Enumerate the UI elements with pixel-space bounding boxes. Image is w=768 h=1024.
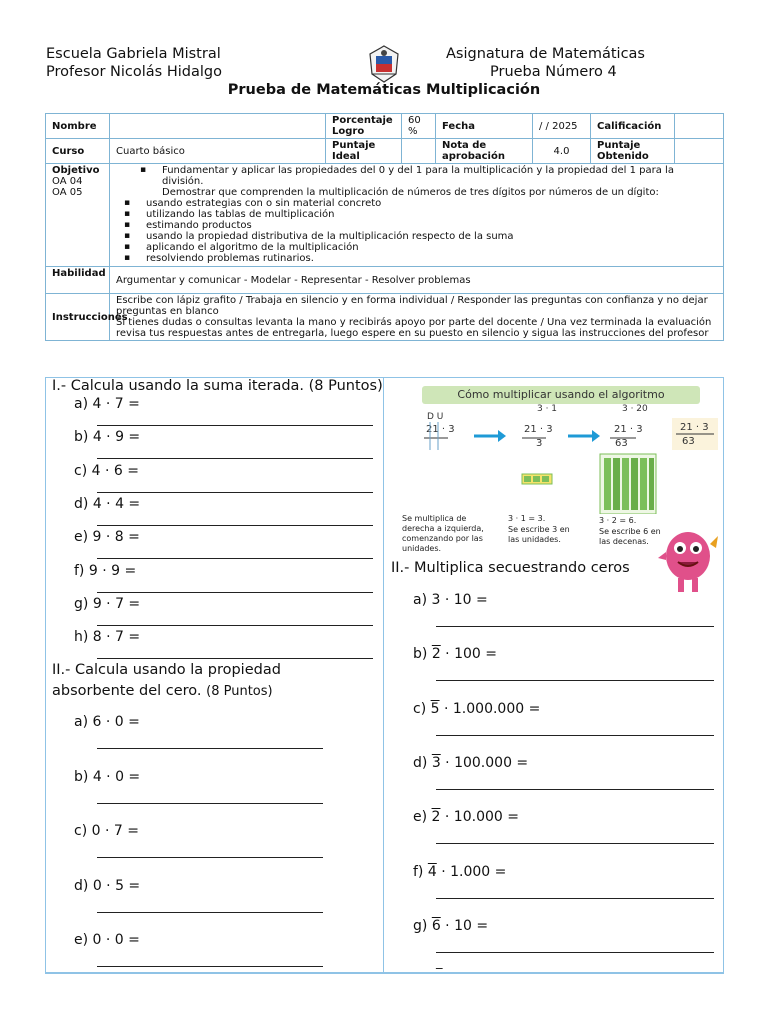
item-expression: 0 · 7 = — [91, 823, 139, 839]
arrow-icon — [568, 430, 600, 442]
answer-line[interactable] — [436, 789, 714, 790]
exercise-item — [413, 755, 528, 771]
item-letter: f) — [74, 562, 85, 579]
item-expression: · 100 = — [440, 646, 497, 663]
item-number: 2 — [431, 646, 441, 663]
habilidad-value: Argumentar y comunicar - Modelar - Representar - Resolver problemas — [110, 267, 724, 294]
answer-line[interactable] — [436, 898, 714, 899]
algorithm-figure — [392, 404, 722, 514]
item-number: 3 — [431, 754, 441, 771]
item-number: 2 — [431, 809, 441, 826]
answer-line[interactable] — [97, 748, 323, 749]
item-letter: b) — [74, 768, 89, 785]
item-expression: 4 · 9 = — [92, 429, 141, 446]
item-expression: · 10.000 = — [440, 809, 519, 826]
exercise-item — [74, 463, 139, 479]
objective-bullet: ▪ usando la propiedad distributiva de la multiplicación respecto de la suma — [146, 231, 717, 242]
item-letter: a) — [413, 592, 428, 608]
item-expression: 6 · 0 = — [92, 714, 140, 730]
item-letter: d) — [413, 754, 428, 771]
answer-line[interactable] — [97, 458, 373, 459]
exercise-item — [74, 878, 140, 894]
section3-title: II.- Multiplica secuestrando ceros — [391, 560, 630, 576]
objective-text: ▪ Fundamentar y aplicar las propiedades del 0 y del 1 para la multiplicación y la propiedad del 1 para la división. — [162, 165, 717, 187]
section2-title-text: absorbente del cero. — [52, 683, 202, 699]
item-letter: b) — [413, 646, 428, 663]
exercise-item — [413, 701, 540, 717]
exercise-item — [74, 563, 136, 579]
school-name: Escuela Gabriela Mistral — [46, 46, 221, 62]
curso-label: Curso — [46, 139, 110, 164]
objective-bullet: ▪ resolviendo problemas rutinarios. — [146, 253, 717, 264]
answer-line[interactable] — [97, 966, 323, 967]
section2-points: (8 Puntos) — [206, 684, 273, 699]
subject-name: Asignatura de Matemáticas — [446, 46, 645, 62]
stray-mark: _ — [436, 955, 443, 970]
habilidad-label: Habilidad — [46, 267, 110, 294]
item-number: 6 — [431, 917, 441, 934]
instruction-text: Escribe con lápiz grafito / Trabaja en silencio y en forma individual / Responder las preguntas con confianza y no dejar preguntas en blanco — [116, 295, 708, 317]
objective-bullet: ▪ utilizando las tablas de multiplicación — [146, 209, 717, 220]
oa-code: OA 04 — [52, 176, 83, 187]
exercise-item — [74, 529, 140, 545]
figure-final-expr: 21 · 3 — [680, 422, 709, 433]
exercise-item — [74, 823, 139, 839]
exercise-item — [74, 596, 140, 612]
item-expression: · 10 = — [440, 917, 489, 934]
item-letter: c) — [74, 462, 88, 479]
item-letter: c) — [74, 823, 88, 839]
item-expression: · 10 = — [440, 592, 488, 608]
exercise-item — [74, 932, 140, 948]
monster-mascot-icon — [656, 522, 720, 594]
objetivo-label: Objetivo — [52, 165, 100, 176]
answer-line[interactable] — [97, 425, 373, 426]
puntaje-obtenido-label: Puntaje Obtenido — [591, 139, 675, 164]
oa-code: OA 05 — [52, 187, 83, 198]
section2-title-line2 — [52, 682, 273, 701]
answer-line[interactable] — [97, 912, 323, 913]
exercise-item — [413, 592, 488, 608]
porcentaje-value: 60 % — [402, 114, 436, 139]
item-letter: c) — [413, 700, 427, 717]
answer-line[interactable] — [97, 625, 373, 626]
nombre-label: Nombre — [46, 114, 110, 139]
puntaje-ideal-label: Puntaje Ideal — [326, 139, 402, 164]
section1-title: I.- Calcula usando la suma iterada. (8 Puntos) — [52, 378, 383, 394]
exercise-item — [413, 646, 497, 662]
test-number: Prueba Número 4 — [490, 64, 617, 80]
exercise-item — [74, 396, 140, 412]
answer-line[interactable] — [436, 735, 714, 736]
item-letter: d) — [74, 495, 89, 512]
item-letter: e) — [74, 529, 89, 546]
answer-line[interactable] — [436, 680, 714, 681]
unit-blocks-icon — [522, 474, 552, 484]
nota-label: Nota de aprobación — [436, 139, 533, 164]
item-letter: d) — [74, 877, 89, 894]
item-letter: a) — [74, 714, 89, 730]
figure-res2: 3 — [536, 438, 543, 449]
ten-rods-icon — [600, 454, 656, 514]
item-number: 4 — [427, 863, 437, 880]
answer-line[interactable] — [436, 626, 714, 627]
item-expression: 0 · 5 = — [92, 877, 141, 894]
objective-bullet: ▪ estimando productos — [146, 220, 717, 231]
column-divider — [383, 377, 384, 973]
calificacion-field[interactable] — [675, 114, 724, 139]
objective-bullet: ▪ aplicando el algoritmo de la multiplicación — [146, 242, 717, 253]
answer-line[interactable] — [97, 658, 373, 659]
figure-caption-3a: 3 · 2 = 6. — [599, 516, 637, 525]
section2-title: II.- Calcula usando la propiedad — [52, 662, 281, 678]
calificacion-label: Calificación — [591, 114, 675, 139]
exercise-item — [74, 629, 140, 645]
objective-text: Demostrar que comprenden la multiplicación de números de tres dígitos por números de un dígito: — [162, 187, 659, 198]
exercise-item — [74, 429, 140, 445]
item-expression: 4 · 4 = — [92, 495, 141, 512]
item-number: 3 — [431, 592, 441, 608]
figure-caption-3b: Se escribe 6 en las decenas. — [599, 527, 661, 546]
item-letter: a) — [74, 396, 89, 412]
item-expression: 0 · 0 = — [92, 932, 140, 948]
item-letter: e) — [74, 932, 89, 948]
figure-final-res: 63 — [682, 436, 695, 447]
answer-line[interactable] — [97, 492, 373, 493]
figure-caption-2a: 3 · 1 = 3. — [508, 514, 546, 523]
figure-caption-2b: Se escribe 3 en las unidades. — [508, 525, 570, 544]
objetivo-cell — [46, 164, 110, 267]
fecha-value[interactable]: / / 2025 — [533, 114, 591, 139]
nota-value: 4.0 — [533, 139, 591, 164]
item-expression: 8 · 7 = — [92, 629, 141, 646]
porcentaje-label: Porcentaje Logro — [326, 114, 402, 139]
teacher-name: Profesor Nicolás Hidalgo — [46, 64, 222, 80]
item-expression: 9 · 8 = — [92, 529, 140, 546]
answer-line[interactable] — [97, 558, 373, 559]
item-expression: · 100.000 = — [440, 754, 529, 771]
exercise-item — [413, 809, 519, 825]
figure-du-label: D U — [427, 412, 444, 422]
answer-line[interactable] — [97, 592, 373, 593]
exercise-item — [413, 918, 488, 934]
item-expression: 9 · 7 = — [92, 595, 141, 612]
item-expression: · 1.000 = — [436, 863, 507, 880]
school-crest-icon — [366, 44, 402, 84]
figure-step1: 21 · 3 — [426, 424, 455, 435]
arrow-icon — [474, 430, 506, 442]
item-letter: e) — [413, 809, 428, 826]
item-letter: f) — [413, 863, 424, 880]
item-letter: g) — [74, 595, 89, 612]
exercise-item — [74, 714, 140, 730]
item-number: 5 — [430, 700, 440, 717]
curso-value: Cuarto básico — [110, 139, 326, 164]
figure-top2: 3 · 1 — [537, 404, 558, 414]
instrucciones-label: Instrucciones — [46, 294, 110, 341]
figure-top3: 3 · 20 — [622, 404, 648, 414]
figure-step3: 21 · 3 — [614, 424, 643, 435]
nombre-field[interactable] — [110, 114, 326, 139]
answer-line[interactable] — [436, 952, 714, 953]
fecha-label: Fecha — [436, 114, 533, 139]
item-letter: h) — [74, 629, 89, 646]
answer-line[interactable] — [97, 803, 323, 804]
objective-bullet: ▪ usando estrategias con o sin material concreto — [146, 198, 717, 209]
item-expression: · 1.000.000 = — [439, 700, 541, 717]
item-letter: b) — [74, 429, 89, 446]
figure-caption-1: Se multiplica de derecha a izquierda, comenzando por las unidades. — [402, 514, 484, 553]
instrucciones-value — [110, 294, 724, 341]
figure-step2: 21 · 3 — [524, 424, 553, 435]
objetivo-content — [110, 164, 724, 267]
page-title: Prueba de Matemáticas Multiplicación — [227, 82, 541, 98]
puntaje-ideal-field — [402, 139, 436, 164]
objective-list — [116, 198, 717, 264]
item-expression: 4 · 7 = — [92, 396, 140, 412]
exercise-item — [74, 496, 140, 512]
item-expression: 4 · 6 = — [91, 462, 139, 479]
figure-res3: 63 — [615, 438, 628, 449]
item-letter: g) — [413, 917, 428, 934]
item-expression: 9 · 9 = — [88, 562, 137, 579]
item-expression: 4 · 0 = — [92, 768, 141, 785]
answer-line[interactable] — [436, 843, 714, 844]
exercise-item — [74, 769, 140, 785]
puntaje-obtenido-field[interactable] — [675, 139, 724, 164]
info-table — [45, 113, 724, 341]
figure-title: Cómo multiplicar usando el algoritmo — [422, 386, 700, 404]
answer-line[interactable] — [97, 525, 373, 526]
exercise-item — [413, 864, 506, 880]
instruction-text: Si tienes dudas o consultas levanta la mano y recibirás apoyo por parte del docente / Una vez terminada la evaluación revisa tus respuestas antes de entregarla, luego espere en su puesto en silencio y sigua las instrucciones del profesor — [116, 317, 712, 339]
answer-line[interactable] — [97, 857, 323, 858]
